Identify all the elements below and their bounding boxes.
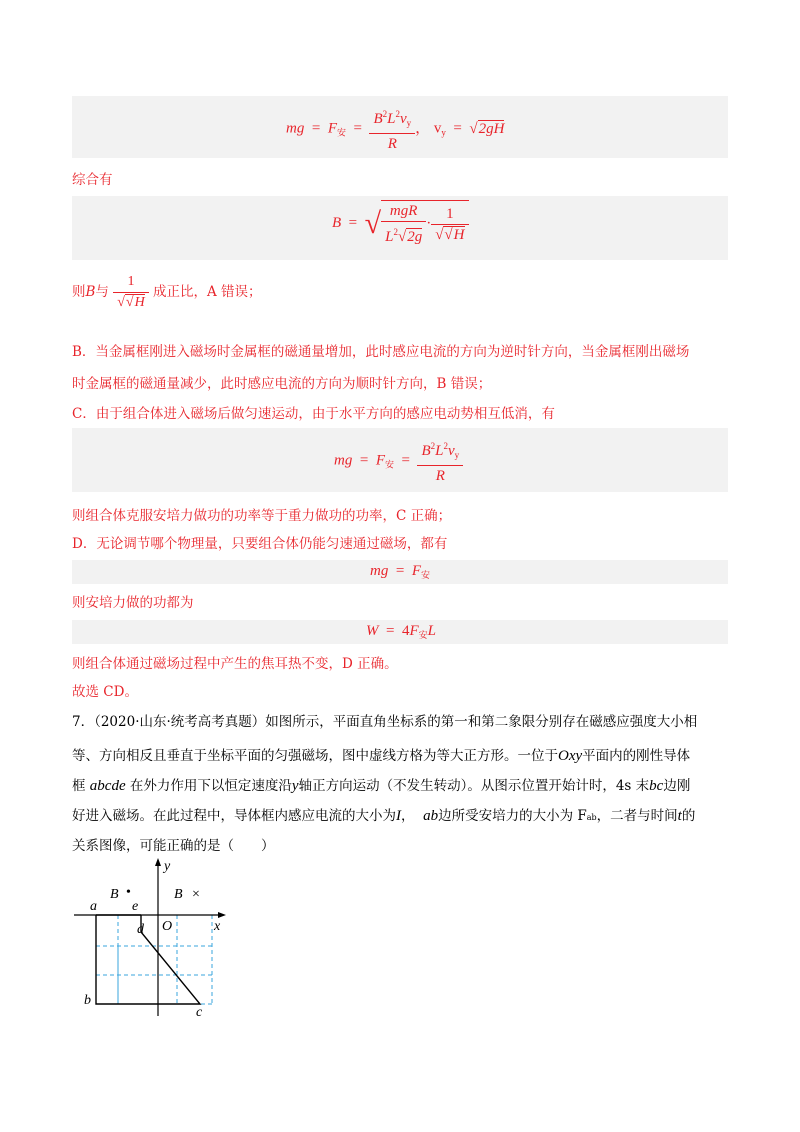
eq1-F: F <box>327 120 337 137</box>
q7-l2-oxy: Oxy <box>558 748 583 764</box>
pA-mid: 与 <box>95 284 109 300</box>
equation-5 <box>366 623 436 641</box>
eq3-num-v: v <box>447 443 455 459</box>
q7-l4-end: 的 <box>681 808 696 824</box>
eq1-op3: = <box>453 120 462 137</box>
q7-l4-I: I <box>396 808 401 824</box>
q7-l3-post: 在外力作用下以恒定速度沿 <box>129 778 292 794</box>
eq4-lhs: mg <box>370 563 389 579</box>
eq5-F: F <box>409 623 419 639</box>
dashed-grid <box>96 915 212 1004</box>
eq2-den1-rad: 2g <box>407 229 423 245</box>
paragraph-D2: 则安培力做的功都为 <box>72 595 194 611</box>
q7-l3-bc: bc <box>649 778 664 794</box>
eq2-fraction-2: $\frac{1}{√√H}$ <box>431 204 468 245</box>
eq3-fraction <box>417 436 463 486</box>
label-y: y <box>164 859 171 874</box>
eq1-num-sup2: 2 <box>395 109 400 119</box>
pA-frac-rad: H <box>134 295 145 310</box>
label-B-left: B <box>110 887 119 902</box>
eq1-num-sup1: 2 <box>382 109 388 119</box>
eq1-comma: ， <box>415 120 431 137</box>
q7-l4-mid3: ，二者与时间 <box>596 808 678 824</box>
eq2-fraction-1: $\frac{\text{mgR}}{L^2√2g}$ <box>381 201 426 247</box>
paragraph-B-line2: 时金属框的磁通量减少，此时感应电流的方向为顺时针方向，B 错误； <box>72 376 492 392</box>
q7-l4-mid2: 边所受安培力的大小为 F <box>438 808 587 824</box>
label-c: c <box>196 1005 203 1016</box>
eq1-radicand: 2gH <box>478 120 505 137</box>
eq1-num-vsub: y <box>406 118 412 128</box>
eq3-lhs: mg <box>334 452 353 469</box>
eq5-F-sub: 安 <box>418 630 428 640</box>
equation-3 <box>334 436 463 486</box>
eq1-fraction <box>369 104 415 154</box>
pA-frac-num: 1 <box>113 272 149 293</box>
eq1-lhs: mg <box>286 120 305 137</box>
q7-line3 <box>72 776 690 796</box>
label-x: x <box>214 919 221 934</box>
pA-fraction: $\frac{1}{√√H}$ <box>113 272 149 313</box>
q7-l4-pre: 好进入磁场。在此过程中，导体框内感应电流的大小为 <box>72 808 396 824</box>
eq1-op2: = <box>353 120 362 137</box>
eq1-F-sub: 安 <box>336 127 346 138</box>
pA-post: 成正比，A 错误； <box>153 284 262 300</box>
eq2-outer-radicand <box>381 200 468 247</box>
q7-l4-ab: ab <box>423 808 439 824</box>
eq2-outer-sqrt-sign: √ <box>364 206 382 240</box>
eq5-lhs: W <box>366 623 379 639</box>
label-O: O <box>162 919 173 934</box>
eq2-op: = <box>348 215 358 231</box>
eq3-num-sup2: 2 <box>443 441 448 451</box>
eq3-den: R <box>435 468 445 484</box>
dot-symbol: • <box>126 885 131 900</box>
x-axis-arrow <box>218 912 226 918</box>
eq3-num-B: B <box>421 443 431 459</box>
q7-l4-sub: ab <box>586 813 597 822</box>
eq3-num-sup1: 2 <box>430 441 436 451</box>
q7-l2-text: 等、方向相反且垂直于坐标平面的匀强磁场，图中虚线方格为等大正方形。一位于 <box>72 748 558 764</box>
q7-line5: 关系图像，可能正确的是（ ） <box>72 838 275 854</box>
eq4-F-sub: 安 <box>420 570 430 580</box>
q7-l3-end: 边刚 <box>663 778 691 794</box>
label-d: d <box>137 922 144 937</box>
q7-line2 <box>72 746 690 766</box>
eq4-F: F <box>411 563 421 579</box>
q7-line1: 7．（2020·山东·统考高考真题）如图所示，平面直角坐标系的第一和第二象限分别存在磁感应强度大小相 <box>72 714 698 730</box>
eq3-F: F <box>375 452 385 469</box>
eq2-num2: 1 <box>431 204 468 225</box>
eq2-lhs: B <box>332 215 342 231</box>
eq1-v-label: v <box>433 120 442 137</box>
label-a: a <box>90 899 97 914</box>
cross-symbol: × <box>192 887 200 902</box>
eq2-den1-L: L <box>385 229 394 245</box>
conductor-frame <box>96 915 200 1004</box>
eq1-sqrt: √2gH <box>469 120 505 137</box>
q7-l3-pre: 框 <box>72 778 86 794</box>
eq1-den: R <box>387 136 397 152</box>
eq5-coef: 4 <box>401 623 410 639</box>
eq1-op1: = <box>311 120 321 137</box>
paragraph-C: C．由于组合体进入磁场后做匀速运动，由于水平方向的感应电动势相互低消，有 <box>72 406 555 422</box>
eq1-num-L: L <box>387 111 396 127</box>
pA-B: B <box>85 284 96 300</box>
eq2-num1: mgR <box>381 201 426 222</box>
q7-l4-t: t <box>677 808 682 824</box>
q7-line4 <box>72 806 695 828</box>
paragraph-D3: 则组合体通过磁场过程中产生的焦耳热不变，D 正确。 <box>72 656 398 672</box>
eq2-dot: · <box>426 215 432 232</box>
paragraph-C2: 则组合体克服安培力做功的功率等于重力做功的功率，C 正确； <box>72 508 452 524</box>
label-e: e <box>132 899 139 914</box>
eq4-op: = <box>395 563 405 579</box>
equation-4 <box>370 563 430 581</box>
q7-l3-post2: 轴正方向运动（不发生转动）。从图示位置开始计时，4s 末 <box>298 778 650 794</box>
eq3-F-sub: 安 <box>384 459 394 470</box>
eq5-op: = <box>386 623 395 639</box>
q7-l3-abcde: abcde <box>89 778 126 794</box>
q7-l2-text-b: 平面内的刚性导体 <box>582 748 691 764</box>
eq2-den1-sup: 2 <box>393 227 398 237</box>
eq3-op1: = <box>359 452 369 469</box>
paragraph-D: D．无论调节哪个物理量，只要组合体仍能匀速通过磁场，都有 <box>72 536 448 552</box>
eq1-num-B: B <box>373 111 383 127</box>
q7-l3-y: y <box>291 778 299 794</box>
eq5-L: L <box>427 623 436 639</box>
label-b: b <box>84 993 91 1008</box>
equation-2 <box>332 200 469 247</box>
equation-1 <box>286 104 504 154</box>
answer-line: 故选 CD。 <box>72 684 138 700</box>
eq1-v-sub: y <box>441 127 446 138</box>
eq3-op2: = <box>401 452 410 469</box>
eq3-num-L: L <box>435 443 444 459</box>
q7-l4-mid: ， <box>401 808 415 824</box>
label-B-right: B <box>174 887 183 902</box>
paragraph-A <box>72 272 262 313</box>
pA-pre: 则 <box>72 284 86 300</box>
paragraph-zonghe: 综合有 <box>72 172 113 188</box>
eq3-num-vsub: y <box>454 450 460 460</box>
y-axis-arrow <box>155 858 161 866</box>
q7-figure <box>70 856 250 1016</box>
eq1-num-v: v <box>399 111 407 127</box>
paragraph-B-line1: B．当金属框刚进入磁场时金属框的磁通量增加，此时感应电流的方向为逆时针方向，当金属框刚出磁场 <box>72 344 690 360</box>
eq2-den2-rad: H <box>453 226 465 243</box>
